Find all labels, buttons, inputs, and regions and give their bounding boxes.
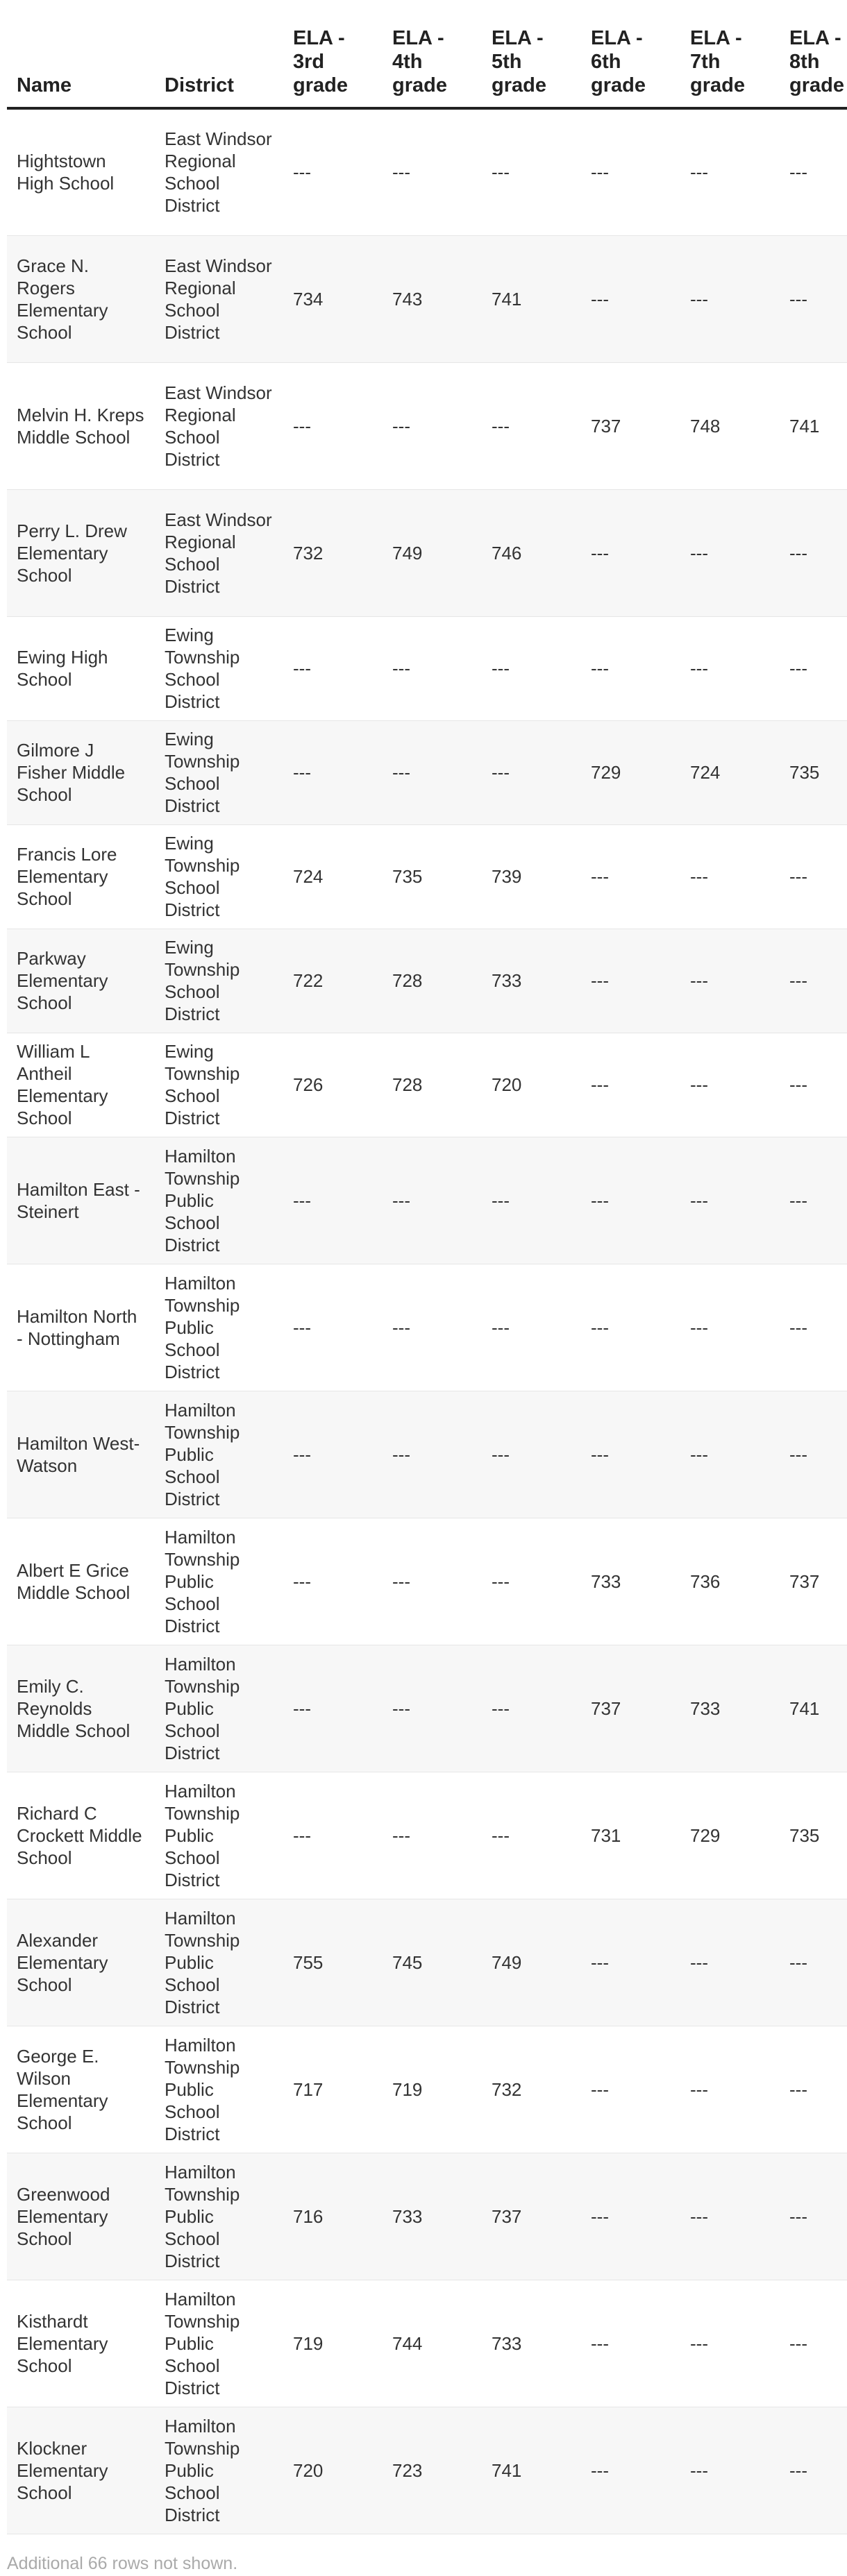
cell-ela-3rd: --- [283, 1518, 383, 1645]
cell-ela-5th: --- [482, 108, 581, 235]
cell-ela-7th: --- [680, 929, 780, 1033]
cell-ela-7th: --- [680, 489, 780, 616]
cell-ela-3rd: 755 [283, 1899, 383, 2026]
cell-ela-7th: --- [680, 1899, 780, 2026]
cell-ela-6th: --- [581, 824, 680, 929]
cell-name: Albert E Grice Middle School [7, 1518, 155, 1645]
column-header-ela-3rd[interactable]: ELA - 3rd grade [283, 0, 383, 108]
table-row [7, 489, 847, 616]
cell-ela-4th: --- [383, 1391, 482, 1518]
cell-ela-6th: --- [581, 108, 680, 235]
cell-ela-6th: --- [581, 489, 680, 616]
column-header-ela-4th[interactable]: ELA - 4th grade [383, 0, 482, 108]
cell-ela-6th: 729 [581, 720, 680, 824]
cell-ela-4th: --- [383, 720, 482, 824]
cell-name: Perry L. Drew Elementary School [7, 489, 155, 616]
cell-district: Ewing Township School District [155, 1033, 283, 1137]
cell-ela-7th: --- [680, 616, 780, 720]
cell-district: Hamilton Township Public School District [155, 1391, 283, 1518]
cell-ela-7th: --- [680, 824, 780, 929]
table-row [7, 1772, 847, 1899]
column-header-ela-6th[interactable]: ELA - 6th grade [581, 0, 680, 108]
cell-district: Hamilton Township Public School District [155, 1137, 283, 1264]
cell-ela-6th: 737 [581, 1645, 680, 1772]
cell-district: Hamilton Township Public School District [155, 1518, 283, 1645]
table-row [7, 362, 847, 489]
cell-ela-8th: --- [780, 2280, 847, 2407]
cell-district: East Windsor Regional School District [155, 108, 283, 235]
table-row [7, 2026, 847, 2153]
cell-ela-3rd: 720 [283, 2407, 383, 2534]
cell-ela-4th: 728 [383, 929, 482, 1033]
cell-ela-3rd: 734 [283, 235, 383, 362]
cell-ela-5th: --- [482, 616, 581, 720]
cell-ela-4th: 743 [383, 235, 482, 362]
cell-ela-5th: 741 [482, 2407, 581, 2534]
table-row [7, 2407, 847, 2534]
cell-ela-4th: --- [383, 108, 482, 235]
cell-ela-8th: 735 [780, 720, 847, 824]
cell-ela-3rd: 732 [283, 489, 383, 616]
schools-table [7, 0, 847, 2534]
cell-ela-3rd: 722 [283, 929, 383, 1033]
table-row [7, 1518, 847, 1645]
table-row [7, 1264, 847, 1391]
cell-name: William L Antheil Elementary School [7, 1033, 155, 1137]
cell-ela-8th: --- [780, 929, 847, 1033]
cell-ela-4th: 744 [383, 2280, 482, 2407]
cell-ela-4th: --- [383, 1645, 482, 1772]
cell-ela-6th: --- [581, 1137, 680, 1264]
cell-name: Richard C Crockett Middle School [7, 1772, 155, 1899]
column-header-ela-7th[interactable]: ELA - 7th grade [680, 0, 780, 108]
cell-ela-6th: 733 [581, 1518, 680, 1645]
cell-ela-3rd: 716 [283, 2153, 383, 2280]
table-row [7, 1899, 847, 2026]
cell-district: Hamilton Township Public School District [155, 1772, 283, 1899]
cell-name: Hamilton North - Nottingham [7, 1264, 155, 1391]
table-row [7, 2153, 847, 2280]
cell-ela-6th: --- [581, 2407, 680, 2534]
cell-name: Ewing High School [7, 616, 155, 720]
cell-ela-5th: --- [482, 362, 581, 489]
cell-name: Hightstown High School [7, 108, 155, 235]
cell-district: Hamilton Township Public School District [155, 2026, 283, 2153]
cell-ela-7th: 748 [680, 362, 780, 489]
cell-ela-4th: 719 [383, 2026, 482, 2153]
cell-ela-4th: --- [383, 362, 482, 489]
cell-name: Grace N. Rogers Elementary School [7, 235, 155, 362]
cell-ela-5th: --- [482, 1645, 581, 1772]
cell-ela-4th: 749 [383, 489, 482, 616]
cell-ela-4th: 723 [383, 2407, 482, 2534]
cell-name: Hamilton West- Watson [7, 1391, 155, 1518]
table-row [7, 720, 847, 824]
table-row [7, 1391, 847, 1518]
column-header-ela-5th[interactable]: ELA - 5th grade [482, 0, 581, 108]
table-row [7, 235, 847, 362]
table-row [7, 1645, 847, 1772]
table-row [7, 1033, 847, 1137]
cell-district: East Windsor Regional School District [155, 362, 283, 489]
cell-ela-6th: --- [581, 616, 680, 720]
header-row [7, 0, 847, 108]
table-row [7, 2280, 847, 2407]
cell-ela-3rd: 717 [283, 2026, 383, 2153]
cell-district: East Windsor Regional School District [155, 489, 283, 616]
cell-ela-7th: 724 [680, 720, 780, 824]
cell-district: Hamilton Township Public School District [155, 2153, 283, 2280]
cell-ela-3rd: 719 [283, 2280, 383, 2407]
cell-ela-8th: --- [780, 108, 847, 235]
cell-ela-8th: --- [780, 2026, 847, 2153]
cell-name: George E. Wilson Elementary School [7, 2026, 155, 2153]
cell-ela-5th: 732 [482, 2026, 581, 2153]
cell-ela-7th: --- [680, 1137, 780, 1264]
cell-ela-6th: 737 [581, 362, 680, 489]
cell-ela-3rd: --- [283, 1137, 383, 1264]
cell-ela-6th: --- [581, 2280, 680, 2407]
cell-ela-7th: --- [680, 1033, 780, 1137]
cell-ela-3rd: --- [283, 1772, 383, 1899]
cell-ela-5th: --- [482, 1391, 581, 1518]
cell-ela-3rd: --- [283, 720, 383, 824]
cell-ela-4th: --- [383, 1137, 482, 1264]
cell-ela-6th: --- [581, 1264, 680, 1391]
cell-ela-5th: --- [482, 1518, 581, 1645]
cell-ela-4th: 745 [383, 1899, 482, 2026]
column-header-name[interactable]: Name [7, 0, 155, 108]
cell-ela-8th: --- [780, 489, 847, 616]
cell-ela-4th: --- [383, 1518, 482, 1645]
cell-ela-7th: 733 [680, 1645, 780, 1772]
cell-ela-4th: --- [383, 1264, 482, 1391]
cell-ela-8th: 741 [780, 1645, 847, 1772]
cell-ela-3rd: --- [283, 1391, 383, 1518]
cell-ela-3rd: --- [283, 616, 383, 720]
cell-district: Ewing Township School District [155, 720, 283, 824]
cell-ela-6th: --- [581, 1033, 680, 1137]
cell-ela-5th: 746 [482, 489, 581, 616]
cell-ela-7th: --- [680, 108, 780, 235]
cell-name: Melvin H. Kreps Middle School [7, 362, 155, 489]
table-row [7, 108, 847, 235]
cell-ela-6th: 731 [581, 1772, 680, 1899]
cell-ela-5th: 720 [482, 1033, 581, 1137]
table-container [7, 0, 847, 2534]
column-header-ela-8th[interactable]: ELA - 8th grade [780, 0, 847, 108]
cell-ela-5th: --- [482, 1137, 581, 1264]
cell-district: Hamilton Township Public School District [155, 2280, 283, 2407]
cell-ela-7th: 736 [680, 1518, 780, 1645]
cell-district: Ewing Township School District [155, 824, 283, 929]
cell-ela-8th: --- [780, 235, 847, 362]
table-row [7, 824, 847, 929]
cell-district: Ewing Township School District [155, 929, 283, 1033]
cell-ela-3rd: --- [283, 108, 383, 235]
cell-ela-6th: --- [581, 1899, 680, 2026]
cell-name: Gilmore J Fisher Middle School [7, 720, 155, 824]
cell-name: Francis Lore Elementary School [7, 824, 155, 929]
cell-ela-5th: 733 [482, 2280, 581, 2407]
cell-ela-4th: 733 [383, 2153, 482, 2280]
table-body [7, 108, 847, 2534]
cell-district: Hamilton Township Public School District [155, 1264, 283, 1391]
cell-ela-6th: --- [581, 1391, 680, 1518]
cell-ela-5th: 749 [482, 1899, 581, 2026]
table-row [7, 929, 847, 1033]
cell-ela-3rd: 724 [283, 824, 383, 929]
cell-name: Alexander Elementary School [7, 1899, 155, 2026]
cell-ela-8th: --- [780, 2153, 847, 2280]
cell-ela-8th: 741 [780, 362, 847, 489]
cell-ela-5th: 733 [482, 929, 581, 1033]
cell-ela-5th: 739 [482, 824, 581, 929]
cell-ela-7th: --- [680, 1264, 780, 1391]
cell-ela-5th: --- [482, 1264, 581, 1391]
cell-ela-7th: --- [680, 1391, 780, 1518]
cell-ela-4th: --- [383, 1772, 482, 1899]
cell-district: Hamilton Township Public School District [155, 1645, 283, 1772]
cell-ela-7th: --- [680, 2026, 780, 2153]
cell-district: Hamilton Township Public School District [155, 1899, 283, 2026]
table-row [7, 1137, 847, 1264]
cell-ela-5th: --- [482, 1772, 581, 1899]
rows-not-shown-note: Additional 66 rows not shown. [7, 2554, 238, 2573]
cell-ela-3rd: --- [283, 362, 383, 489]
cell-name: Kisthardt Elementary School [7, 2280, 155, 2407]
cell-district: Hamilton Township Public School District [155, 2407, 283, 2534]
cell-ela-6th: --- [581, 2153, 680, 2280]
cell-ela-8th: 735 [780, 1772, 847, 1899]
cell-ela-3rd: --- [283, 1645, 383, 1772]
cell-ela-8th: 737 [780, 1518, 847, 1645]
cell-ela-6th: --- [581, 235, 680, 362]
cell-ela-8th: --- [780, 824, 847, 929]
cell-ela-8th: --- [780, 1137, 847, 1264]
cell-name: Greenwood Elementary School [7, 2153, 155, 2280]
cell-ela-8th: --- [780, 1033, 847, 1137]
cell-ela-4th: 735 [383, 824, 482, 929]
cell-ela-4th: --- [383, 616, 482, 720]
cell-ela-8th: --- [780, 616, 847, 720]
cell-district: East Windsor Regional School District [155, 235, 283, 362]
cell-ela-6th: --- [581, 2026, 680, 2153]
cell-ela-8th: --- [780, 1391, 847, 1518]
table-row [7, 616, 847, 720]
cell-ela-8th: --- [780, 2407, 847, 2534]
cell-ela-5th: 741 [482, 235, 581, 362]
cell-ela-7th: --- [680, 2280, 780, 2407]
cell-ela-7th: --- [680, 235, 780, 362]
cell-ela-3rd: --- [283, 1264, 383, 1391]
cell-ela-4th: 728 [383, 1033, 482, 1137]
cell-name: Parkway Elementary School [7, 929, 155, 1033]
cell-ela-3rd: 726 [283, 1033, 383, 1137]
cell-ela-7th: 729 [680, 1772, 780, 1899]
cell-ela-8th: --- [780, 1264, 847, 1391]
cell-district: Ewing Township School District [155, 616, 283, 720]
cell-name: Emily C. Reynolds Middle School [7, 1645, 155, 1772]
cell-ela-5th: 737 [482, 2153, 581, 2280]
cell-ela-8th: --- [780, 1899, 847, 2026]
cell-ela-7th: --- [680, 2407, 780, 2534]
cell-ela-7th: --- [680, 2153, 780, 2280]
column-header-district[interactable]: District [155, 0, 283, 108]
cell-name: Hamilton East - Steinert [7, 1137, 155, 1264]
cell-name: Klockner Elementary School [7, 2407, 155, 2534]
cell-ela-5th: --- [482, 720, 581, 824]
cell-ela-6th: --- [581, 929, 680, 1033]
